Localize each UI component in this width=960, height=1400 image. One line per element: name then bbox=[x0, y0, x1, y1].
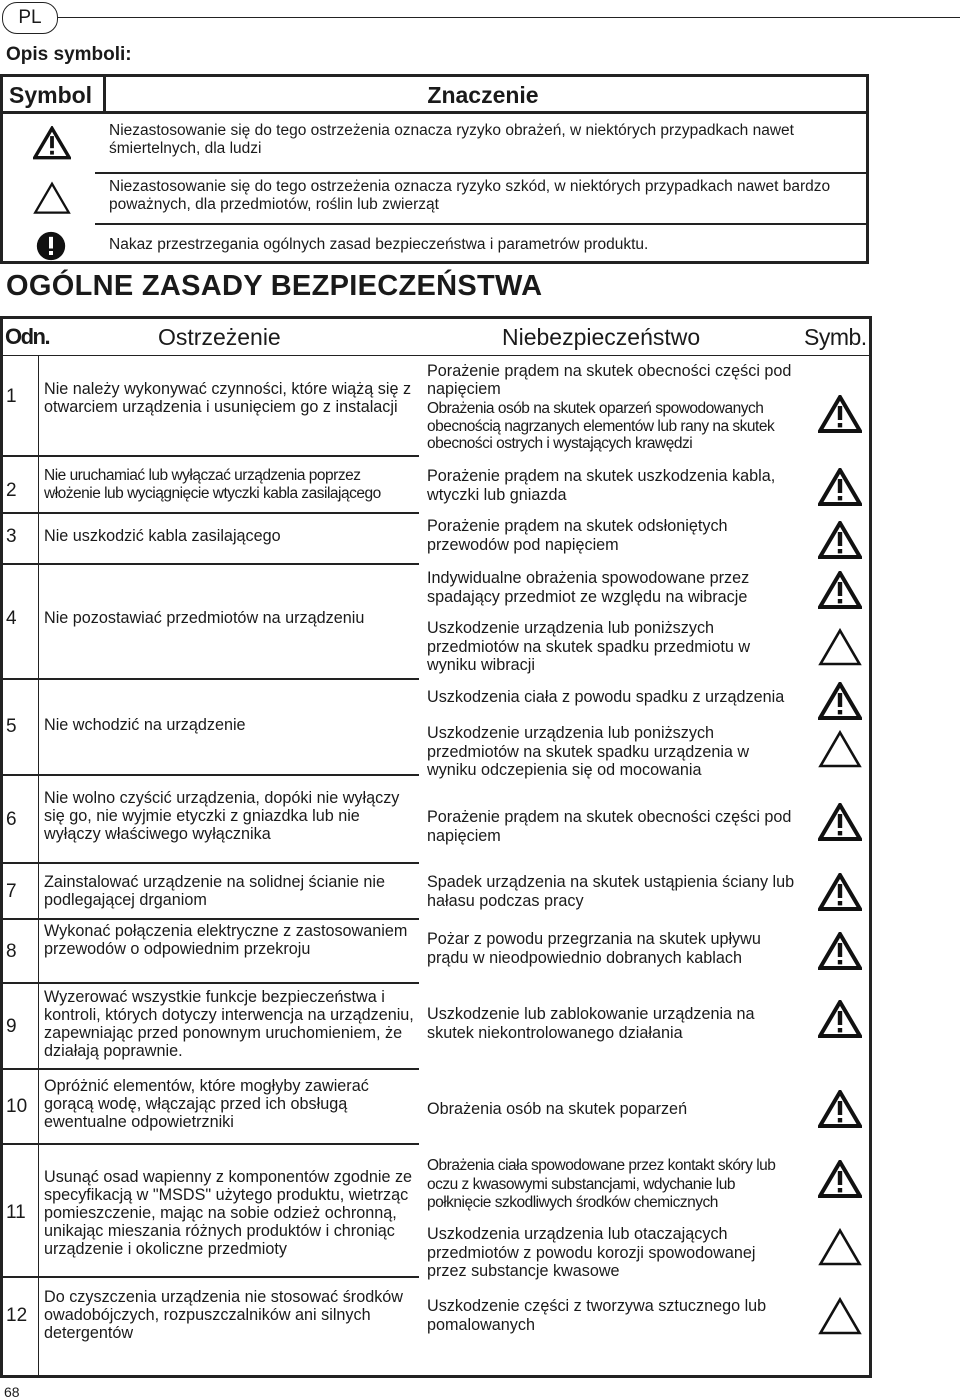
exclamation-circle-icon bbox=[36, 231, 66, 261]
symbol-meaning: Niezastosowanie się do tego ostrzeżenia oznacza ryzyko szkód, w niektórych przypadkach nawet bardzo poważnych, dla przedmiotów, roślin lub zwierząt bbox=[109, 178, 831, 213]
row-divider bbox=[3, 1143, 419, 1145]
symbol-column-header: Symb. bbox=[804, 324, 867, 350]
symbol-meaning: Niezastosowanie się do tego ostrzeżenia oznacza ryzyko obrażeń, w niektórych przypadkach nawet śmiertelnych, dla ludzi bbox=[109, 122, 794, 157]
danger-text: Uszkodzenie urządzenia lub poniższych przedmiotów na skutek spadku urządzenia w wyniku odczepienia się od mocowania bbox=[427, 724, 750, 779]
row-number: 10 bbox=[6, 1096, 28, 1117]
meaning-column-header: Znaczenie bbox=[100, 77, 866, 114]
symbols-section-title: Opis symboli: bbox=[6, 44, 132, 65]
row-divider bbox=[3, 1276, 419, 1278]
warning-text: Wyzerować wszystkie funkcje bezpieczeństwa i kontroli, których dotyczy interwencja na urządzeniu, zapewniając przed ponownym uruchomieniem, że działają poprawnie. bbox=[44, 988, 414, 1060]
danger-text: Uszkodzenie lub zablokowanie urządzenia na skutek niekontrolowanego działania bbox=[427, 1005, 755, 1042]
warning-text: Nie uszkodzić kabla zasilającego bbox=[44, 527, 281, 545]
warning-text: Zainstalować urządzenie na solidnej ścianie nie podlegającej drganiom bbox=[44, 873, 386, 909]
row-divider bbox=[3, 862, 419, 864]
warning-outline-icon bbox=[818, 628, 862, 666]
ref-column-header: Odn. bbox=[5, 324, 50, 349]
warning-outline-icon bbox=[818, 1297, 862, 1335]
danger-text: Spadek urządzenia na skutek ustąpienia ściany lub hałasu podczas pracy bbox=[427, 873, 795, 910]
warning-text: Nie wolno czyścić urządzenia, dopóki nie wyłączy się go, nie wyjmie etyczki z gniazdka lub nie wyłączy właściwego wyłącznika bbox=[44, 789, 400, 843]
page-number: 68 bbox=[4, 1384, 20, 1400]
warning-bold-icon bbox=[818, 682, 862, 720]
safety-section-title: OGÓLNE ZASADY BEZPIECZEŃSTWA bbox=[6, 270, 543, 302]
danger-column-header: Niebezpieczeństwo bbox=[502, 324, 701, 350]
row-divider bbox=[3, 512, 419, 514]
warning-text: Nie pozostawiać przedmiotów na urządzeniu bbox=[44, 609, 365, 627]
row-divider bbox=[3, 563, 419, 565]
warning-bold-icon bbox=[818, 571, 862, 609]
danger-text: Uszkodzenia ciała z powodu spadku z urządzenia bbox=[427, 688, 785, 706]
row-divider bbox=[3, 455, 419, 457]
row-number: 4 bbox=[6, 608, 17, 629]
header-rule bbox=[57, 17, 960, 18]
row-number: 9 bbox=[6, 1016, 17, 1037]
symbol-row bbox=[3, 114, 866, 172]
row-number: 7 bbox=[6, 881, 17, 902]
language-badge: PL bbox=[2, 2, 58, 34]
column-divider bbox=[38, 355, 39, 1378]
warning-outline-icon bbox=[818, 1228, 862, 1266]
danger-text: Porażenie prądem na skutek obecności części pod napięciem bbox=[427, 362, 792, 398]
warning-text: Opróżnić elementów, które mogłyby zawierać gorącą wodę, włączając przed ich obsługą ewentualne odpowietrzniki bbox=[44, 1077, 369, 1131]
warning-bold-icon bbox=[33, 126, 71, 160]
danger-text: Uszkodzenia urządzenia lub otaczających przedmiotów z powodu korozji spowodowanej przez substancje kwasowe bbox=[427, 1225, 756, 1280]
warning-bold-icon bbox=[818, 1090, 862, 1128]
danger-text: Pożar z powodu przegrzania na skutek upływu prądu w nieodpowiednio dobranych kablach bbox=[427, 930, 761, 967]
warning-bold-icon bbox=[818, 1160, 862, 1198]
warning-text: Nie należy wykonywać czynności, które wiążą się z otwarciem urządzenia i usunięciem go z instalacji bbox=[44, 380, 412, 416]
danger-text: Porażenie prądem na skutek odsłoniętych przewodów pod napięciem bbox=[427, 517, 728, 554]
warning-outline-icon bbox=[33, 181, 71, 215]
danger-text: Porażenie prądem na skutek uszkodzenia kabla, wtyczki lub gniazda bbox=[427, 467, 776, 504]
warning-column-header: Ostrzeżenie bbox=[158, 324, 281, 350]
warning-bold-icon bbox=[818, 873, 862, 911]
warning-bold-icon bbox=[818, 521, 862, 559]
row-divider bbox=[3, 774, 419, 776]
symbol-meaning: Nakaz przestrzegania ogólnych zasad bezpieczeństwa i parametrów produktu. bbox=[109, 236, 649, 253]
row-divider bbox=[3, 678, 419, 680]
warning-bold-icon bbox=[818, 932, 862, 970]
row-divider bbox=[3, 982, 419, 984]
danger-text: Obrażenia ciała spowodowane przez kontakt skóry lub oczu z kwasowymi substancjami, wdychanie lub połknięcie szkodliwych środków chemicznych bbox=[427, 1157, 776, 1211]
danger-text: Indywidualne obrażenia spowodowane przez spadający przedmiot ze względu na wibracje bbox=[427, 569, 750, 606]
warning-text: Usunąć osad wapienny z komponentów zgodnie ze specyfikacją w "MSDS" użytego produktu, wietrząc pomieszczenie, mając na sobie odzież ochronną, unikając mieszania różnych produktów i chroniąc urządzenie i okoliczne przedmioty bbox=[44, 1168, 413, 1258]
row-number: 2 bbox=[6, 480, 17, 501]
danger-text: Uszkodzenie części z tworzywa sztucznego lub pomalowanych bbox=[427, 1297, 767, 1334]
row-divider bbox=[3, 1068, 419, 1070]
warning-outline-icon bbox=[818, 730, 862, 768]
symbol-row bbox=[3, 225, 866, 263]
row-number: 8 bbox=[6, 941, 17, 962]
table-right-border bbox=[869, 316, 872, 1378]
symbols-table bbox=[0, 74, 869, 264]
row-number: 5 bbox=[6, 716, 17, 737]
warning-bold-icon bbox=[818, 468, 862, 506]
row-number: 12 bbox=[6, 1305, 28, 1326]
warning-bold-icon bbox=[818, 1000, 862, 1038]
danger-text: Uszkodzenie urządzenia lub poniższych przedmiotów na skutek spadku przedmiotu w wyniku wibracji bbox=[427, 619, 751, 674]
header-divider bbox=[3, 355, 869, 356]
danger-text: Obrażenia osób na skutek poparzeń bbox=[427, 1100, 688, 1118]
row-number: 11 bbox=[6, 1202, 26, 1223]
symbol-column-header: Symbol bbox=[3, 77, 106, 114]
warning-text: Nie uruchamiać lub wyłączać urządzenia poprzez włożenie lub wyciągnięcie wtyczki kabla zasilającego bbox=[44, 467, 381, 502]
row-divider bbox=[3, 918, 419, 920]
danger-text: Porażenie prądem na skutek obecności części pod napięciem bbox=[427, 808, 792, 845]
row-number: 1 bbox=[6, 386, 17, 407]
row-number: 3 bbox=[6, 526, 17, 547]
warning-bold-icon bbox=[818, 803, 862, 841]
row-number: 6 bbox=[6, 809, 17, 830]
warning-text: Nie wchodzić na urządzenie bbox=[44, 716, 246, 734]
danger-text: Obrażenia osób na skutek oparzeń spowodowanych obecnością nagrzanych elementów lub rany na skutek obecności ostrych i wystających krawędzi bbox=[427, 400, 775, 452]
warning-text: Do czyszczenia urządzenia nie stosować środków owadobójczych, rozpuszczalników ani silnych detergentów bbox=[44, 1288, 403, 1342]
symbol-row bbox=[3, 174, 866, 224]
warning-bold-icon bbox=[818, 395, 862, 433]
warning-text: Wykonać połączenia elektryczne z zastosowaniem przewodów o odpowiednim przekroju bbox=[44, 922, 408, 958]
